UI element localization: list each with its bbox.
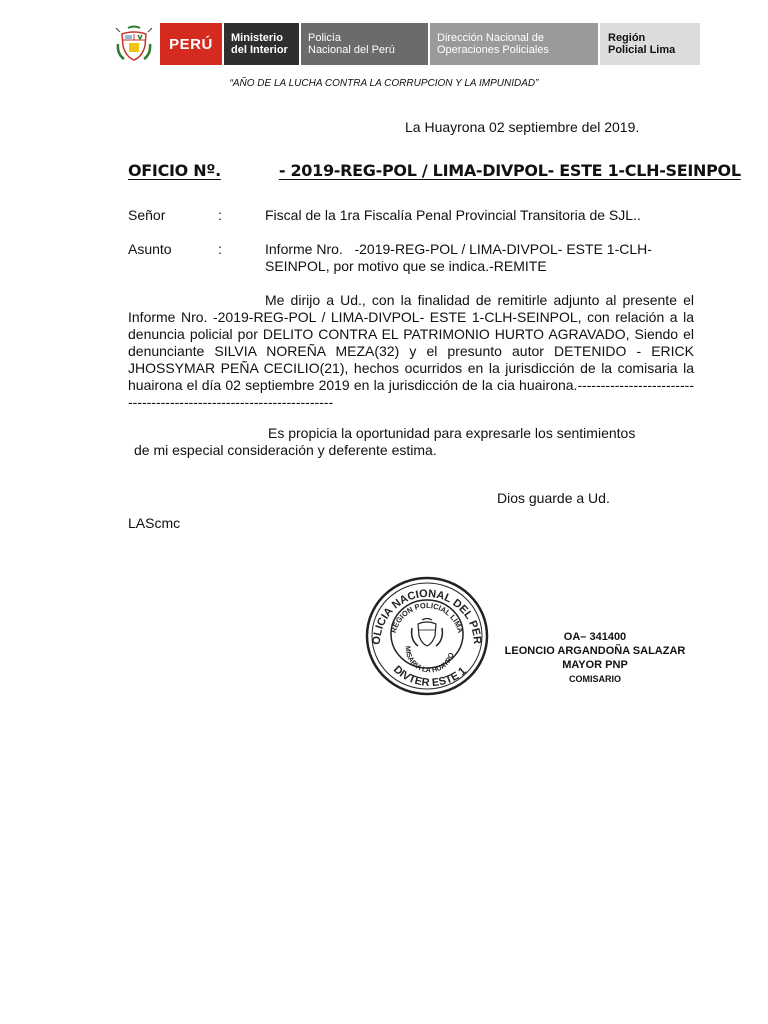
oficio-number: OFICIO Nº. - 2019-REG-POL / LIMA-DIVPOL- ESTE 1-CLH-SEINPOL [128, 161, 741, 180]
signature-rank: MAYOR PNP [562, 659, 628, 671]
initials: LAScmc [128, 515, 181, 531]
police-label: Policía Nacional del Perú [301, 23, 428, 65]
ministry-label: Ministerio del Interior [224, 23, 299, 65]
stamp-inner-text: REGION POLICIAL LIMA [388, 600, 466, 634]
closing-line: Dios guarde a Ud. [497, 490, 610, 506]
signature-name: LEONCIO ARGANDOÑA SALAZAR [504, 645, 686, 657]
asunto-value: Informe Nro. -2019-REG-POL / LIMA-DIVPOL- ESTE 1-CLH- SEINPOL, por motivo que se indica.-REMITE [265, 241, 652, 274]
year-motto: “AÑO DE LA LUCHA CONTRA LA CORRUPCION Y LA IMPUNIDAD” [229, 78, 539, 89]
signature-block [498, 630, 692, 686]
body-paragraph-2-line-2: de mi especial consideración y deferente estima. [134, 442, 437, 458]
stamp-outer-text: OLICIA NACIONAL DEL PER [370, 587, 484, 646]
brand-peru: PERÚ [160, 23, 222, 65]
body-paragraph-2-line-1: Es propicia la oportunidad para expresarle los sentimientos [268, 425, 636, 441]
senor-label: Señor [128, 207, 166, 223]
direction-label: Dirección Nacional de Operaciones Policiales [430, 23, 598, 65]
signature-code: OA– 341400 [563, 631, 627, 643]
stamp-crest-icon [412, 619, 443, 647]
senor-value: Fiscal de la 1ra Fiscalía Penal Provincial Transitoria de SJL.. [265, 207, 641, 223]
asunto-colon: : [218, 241, 222, 257]
date-line: La Huayrona 02 septiembre del 2019. [405, 119, 640, 135]
body-paragraph-1: Me dirijo a Ud., con la finalidad de remitirle adjunto al presente el Informe Nro. -2019-REG-POL / LIMA-DIVPOL- ESTE 1-CLH-SEINPOL, con relación a la denuncia policial por DELITO CONTRA EL PATRIMONIO HURTO AGRAVADO, Siendo el denunciante SILVIA NOREÑA MEZA(32) y el presunto autor DETENIDO - ERICK JHOSSYMAR PEÑA CECILIO(21), hechos ocurridos en la jurisdicción de la comisaria la huairona el día 02 septiembre 2019 en la jurisdicción de la cia huairona.--------------------------------------------------------------------- [128, 292, 694, 410]
svg-text:COMISARIA LA HUAYRONA [362, 574, 456, 674]
signature-position: COMISARIO [568, 674, 621, 684]
header-banner [108, 23, 700, 65]
region-label: Región Policial Lima [600, 23, 700, 65]
police-stamp [362, 574, 492, 699]
stamp-lower-text: MISARIA LA HUAYRO [403, 645, 456, 675]
stamp-bottom-text: DIVTER ESTE 1 [390, 663, 469, 690]
peru-coat-of-arms-icon [108, 23, 160, 65]
senor-colon: : [218, 207, 222, 223]
asunto-label: Asunto [128, 241, 172, 257]
